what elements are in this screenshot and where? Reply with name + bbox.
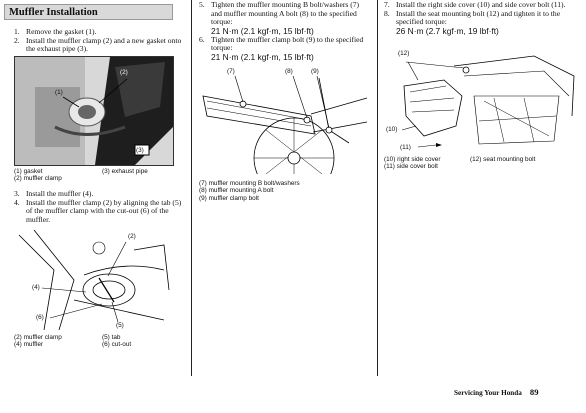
section-title: Muffler Installation (4, 4, 173, 20)
callout-label: (8) (285, 68, 293, 75)
step-8: 8. Install the seat mounting bolt (12) and tighten it to the specified torque: (384, 8, 561, 27)
callout-label: (6) (36, 314, 44, 321)
step-1: 1. Remove the gasket (1). (14, 27, 97, 36)
step-7: 7. Install the right side cover (10) and side cover bolt (11). (384, 0, 566, 9)
steps-group-a (14, 28, 184, 54)
callout-label: (10) (386, 126, 398, 133)
legend-item: (6) cut-out (102, 341, 132, 349)
legend-item: (1) gasket (14, 168, 43, 175)
legend-item: (4) muffler (14, 341, 44, 349)
column-divider-left (191, 0, 192, 376)
callout-label: (12) (398, 50, 410, 57)
figure-muffler-bolts-drawing (199, 68, 371, 174)
figure-side-cover-legend (384, 156, 580, 171)
legend-item: (2) muffler clamp (14, 334, 62, 341)
callout-label: (5) (116, 322, 124, 329)
legend-item: (11) side cover bolt (384, 163, 438, 171)
legend-item: (10) right side cover (384, 156, 441, 163)
legend-item: (7) muffler mounting B bolt/washers (199, 180, 300, 187)
callout-label: (9) (311, 68, 319, 75)
callout-label: (3) (136, 147, 144, 154)
legend-item: (9) muffler clamp bolt (199, 194, 259, 202)
callout-label: (7) (227, 68, 235, 75)
figure-gasket-legend (14, 168, 184, 183)
figure-muffler-clamp-legend (14, 334, 184, 349)
steps-group-c (199, 1, 371, 62)
legend-item: (3) exhaust pipe (102, 168, 148, 175)
steps-group-d (384, 1, 580, 36)
step-5: 5. Tighten the muffler mounting B bolt/washers (7) and muffler mounting A bolt (8) to the specified torque: (199, 0, 360, 27)
step-4: 4. Install the muffler clamp (2) by aligning the tab (5) of the muffler clamp with the cut-out (6) of the muffler. (14, 197, 182, 224)
page-footer (454, 387, 574, 397)
callout-label: (2) (120, 69, 128, 76)
torque-spec-5: 21 N·m (2.1 kgf·m, 15 lbf·ft) (211, 25, 314, 36)
figure-muffler-clamp-drawing (14, 230, 172, 330)
step-3: 3. Install the muffler (4). (14, 189, 94, 198)
callout-label: (4) (32, 284, 40, 291)
step-6: 6. Tighten the muffler clamp bolt (9) to the specified torque: (199, 34, 364, 53)
legend-item: (5) tab (102, 334, 121, 341)
legend-item: (2) muffler clamp (14, 175, 62, 183)
figure-side-cover-drawing (384, 46, 580, 152)
page-number: 89 (529, 387, 539, 397)
steps-group-b (14, 190, 184, 224)
step-2: 2. Install the muffler clamp (2) and a new gasket onto the exhaust pipe (3). (14, 35, 182, 54)
figure-muffler-bolts-legend (199, 180, 371, 202)
legend-item: (8) muffler mounting A bolt (199, 187, 274, 195)
column-divider-right (377, 0, 378, 376)
callout-label: (11) (400, 144, 411, 151)
callout-label: (1) (55, 89, 63, 96)
legend-item: (12) seat mounting bolt (470, 156, 536, 163)
torque-spec-8: 26 N·m (2.7 kgf·m, 19 lbf·ft) (396, 25, 499, 36)
footer-section-title: Servicing Your Honda (454, 389, 522, 397)
callout-label: (2) (128, 233, 136, 240)
torque-spec-6: 21 N·m (2.1 kgf·m, 15 lbf·ft) (211, 51, 314, 62)
figure-gasket-photo (14, 56, 174, 166)
